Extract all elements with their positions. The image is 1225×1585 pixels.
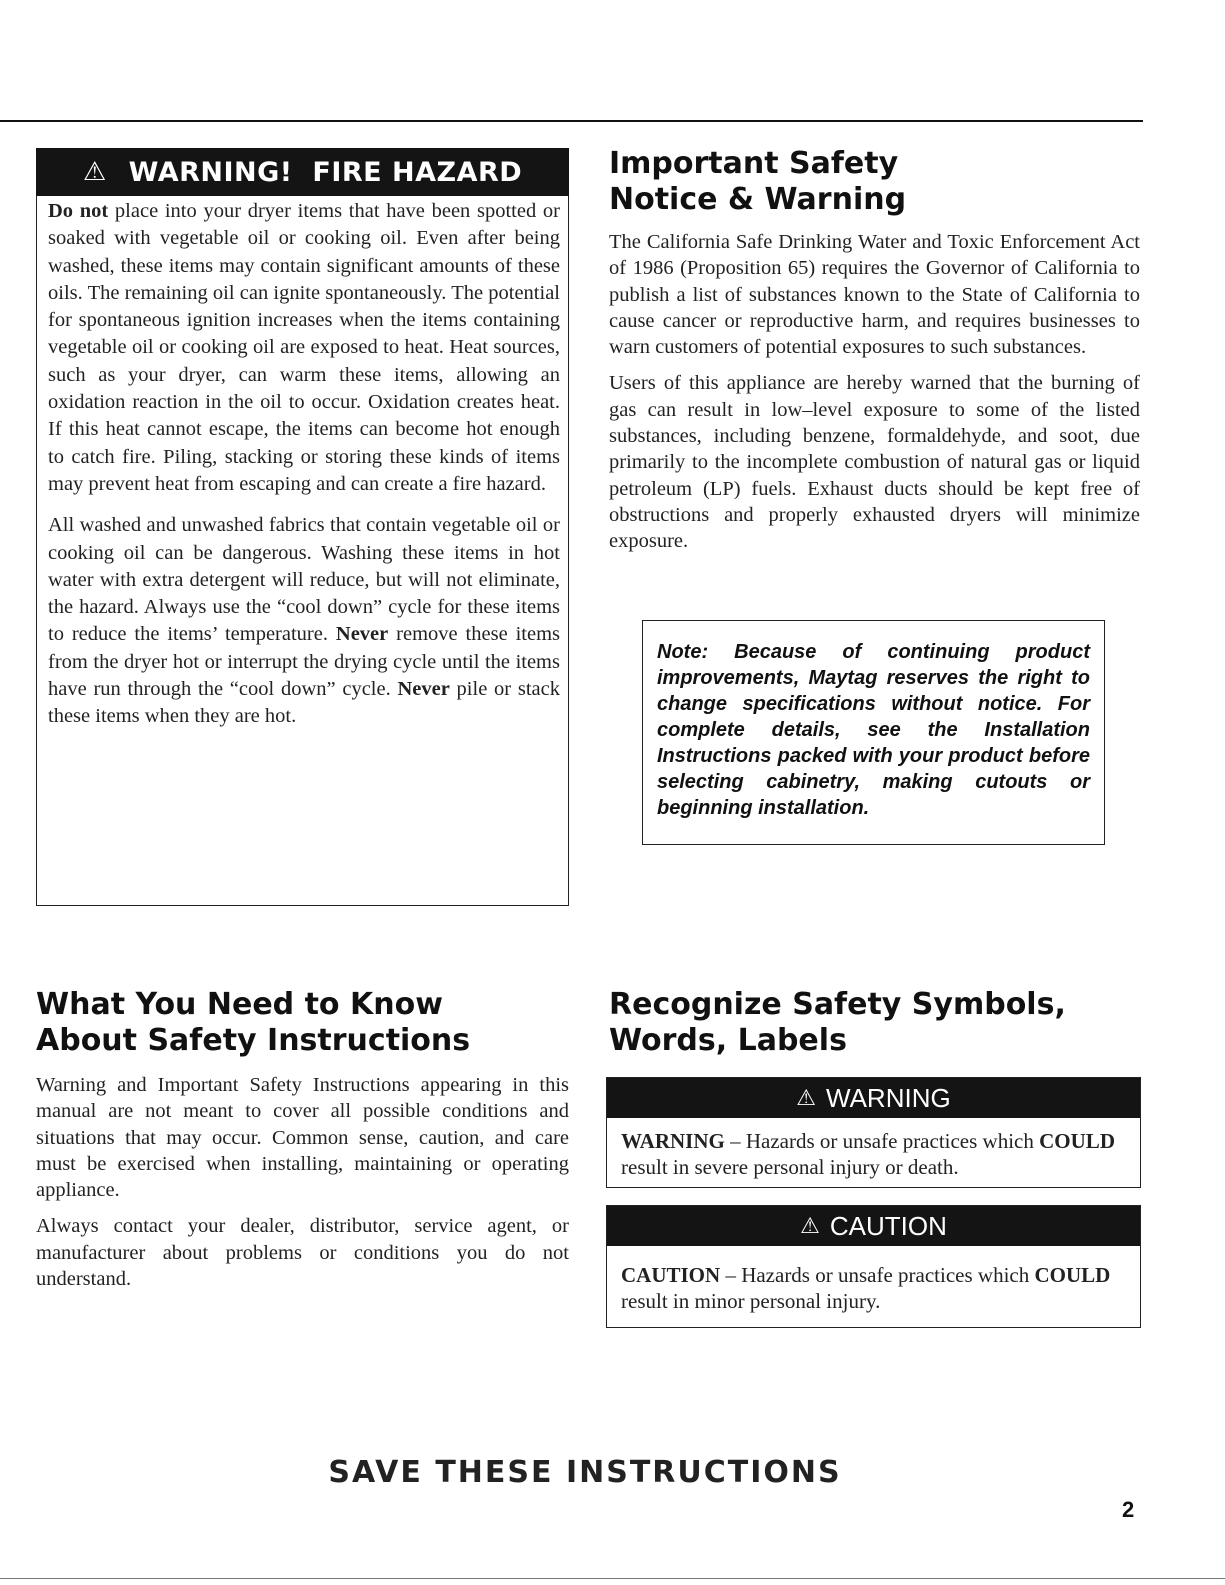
warning-label-box <box>606 1077 1141 1188</box>
warning-label-text: WARNING – Hazards or unsafe practices which COULD result in severe personal injury or death. <box>621 1129 1115 1179</box>
need-to-know-body <box>36 1072 569 1302</box>
gas-exposure-paragraph: Users of this appliance are hereby warned that the burning of gas can result in low–level exposure to some of the listed substances, including benzene, formaldehyde, and soot, due primarily to the incomplete combustion of natural gas or liquid petroleum (LP) fuels. Exhaust ducts should be kept free of obstructions and properly exhausted dryers will minimize exposure. <box>609 372 1140 553</box>
safety-notice-body <box>609 229 1140 565</box>
caution-label-box <box>606 1205 1141 1328</box>
warning-triangle-icon: ⚠ <box>800 1213 820 1238</box>
need-to-know-paragraph-1: Warning and Important Safety Instructions appearing in this manual are not meant to cover all possible conditions and situations that may occur. Common sense, caution, and care must be exercised when installing, maintaining or operating appliance. <box>36 1074 569 1202</box>
do-not-emphasis: Do not <box>48 200 109 222</box>
save-instructions-footer: SAVE THESE INSTRUCTIONS <box>328 1455 842 1490</box>
recognize-heading: Recognize Safety Symbols, Words, Labels <box>609 987 1066 1058</box>
warning-label-header: ⚠ WARNING <box>607 1078 1140 1118</box>
safety-notice-heading: Important Safety Notice & Warning <box>609 146 907 217</box>
caution-label-header: ⚠ CAUTION <box>607 1206 1140 1246</box>
page-number: 2 <box>1122 1497 1135 1522</box>
never-emphasis: Never <box>397 678 450 701</box>
fire-hazard-body <box>48 198 560 745</box>
warning-triangle-icon: ⚠ <box>796 1085 817 1110</box>
fire-hazard-paragraph-2: All washed and unwashed fabrics that contain vegetable oil or cooking oil can be dangerous. Washing these items in hot water with extra detergent will reduce, but will not eliminate, the hazard. Always use the “cool down” cycle for these items to reduce the items’ temperature. Never remove these items from the dryer hot or interrupt the drying cycle until the items have run through the “cool down” cycle. Never pile or stack these items when they are hot. <box>48 514 561 728</box>
fire-hazard-title: WARNING! FIRE HAZARD <box>128 156 523 188</box>
prop65-paragraph: The California Safe Drinking Water and Toxic Enforcement Act of 1986 (Proposition 65) requires the Governor of California to publish a list of substances known to the State of California to cause cancer or reproductive harm, and requires businesses to warn customers of potential exposures to such substances. <box>609 231 1140 359</box>
fire-hazard-header <box>36 148 569 196</box>
warning-triangle-icon: ⚠ <box>82 157 107 187</box>
note-box <box>642 620 1105 845</box>
need-to-know-heading: What You Need to Know About Safety Instructions <box>36 987 471 1058</box>
note-text: Because of continuing product improvements, Maytag reserves the right to change specifications without notice. For complete details, see the Installation Instructions packed with your product before selecting cabinetry, making cutouts or beginning installation. <box>657 641 1090 819</box>
need-to-know-paragraph-2: Always contact your dealer, distributor, service agent, or manufacturer about problems or conditions you do not understand. <box>36 1215 569 1291</box>
top-rule <box>0 120 1143 122</box>
caution-label-text: CAUTION – Hazards or unsafe practices which COULD result in minor personal injury. <box>621 1263 1111 1313</box>
note-label: Note: <box>657 641 709 663</box>
fire-hazard-paragraph-1: Do not place into your dryer items that have been spotted or soaked with vegetable oil or cooking oil. Even after being washed, these items may contain significant amounts of these oils. The remaining oil can ignite spontaneously. The potential for spontaneous ignition increases when the items containing vegetable oil or cooking oil are exposed to heat. Heat sources, such as your dryer, can warm these items, allowing an oxidation reaction in the oil to occur. Oxidation creates heat. If this heat cannot escape, the items can become hot enough to catch fire. Piling, stacking or storing these kinds of items may prevent heat from escaping and can create a fire hazard. <box>48 200 560 495</box>
never-emphasis: Never <box>335 623 389 646</box>
bottom-rule <box>0 1578 1225 1579</box>
